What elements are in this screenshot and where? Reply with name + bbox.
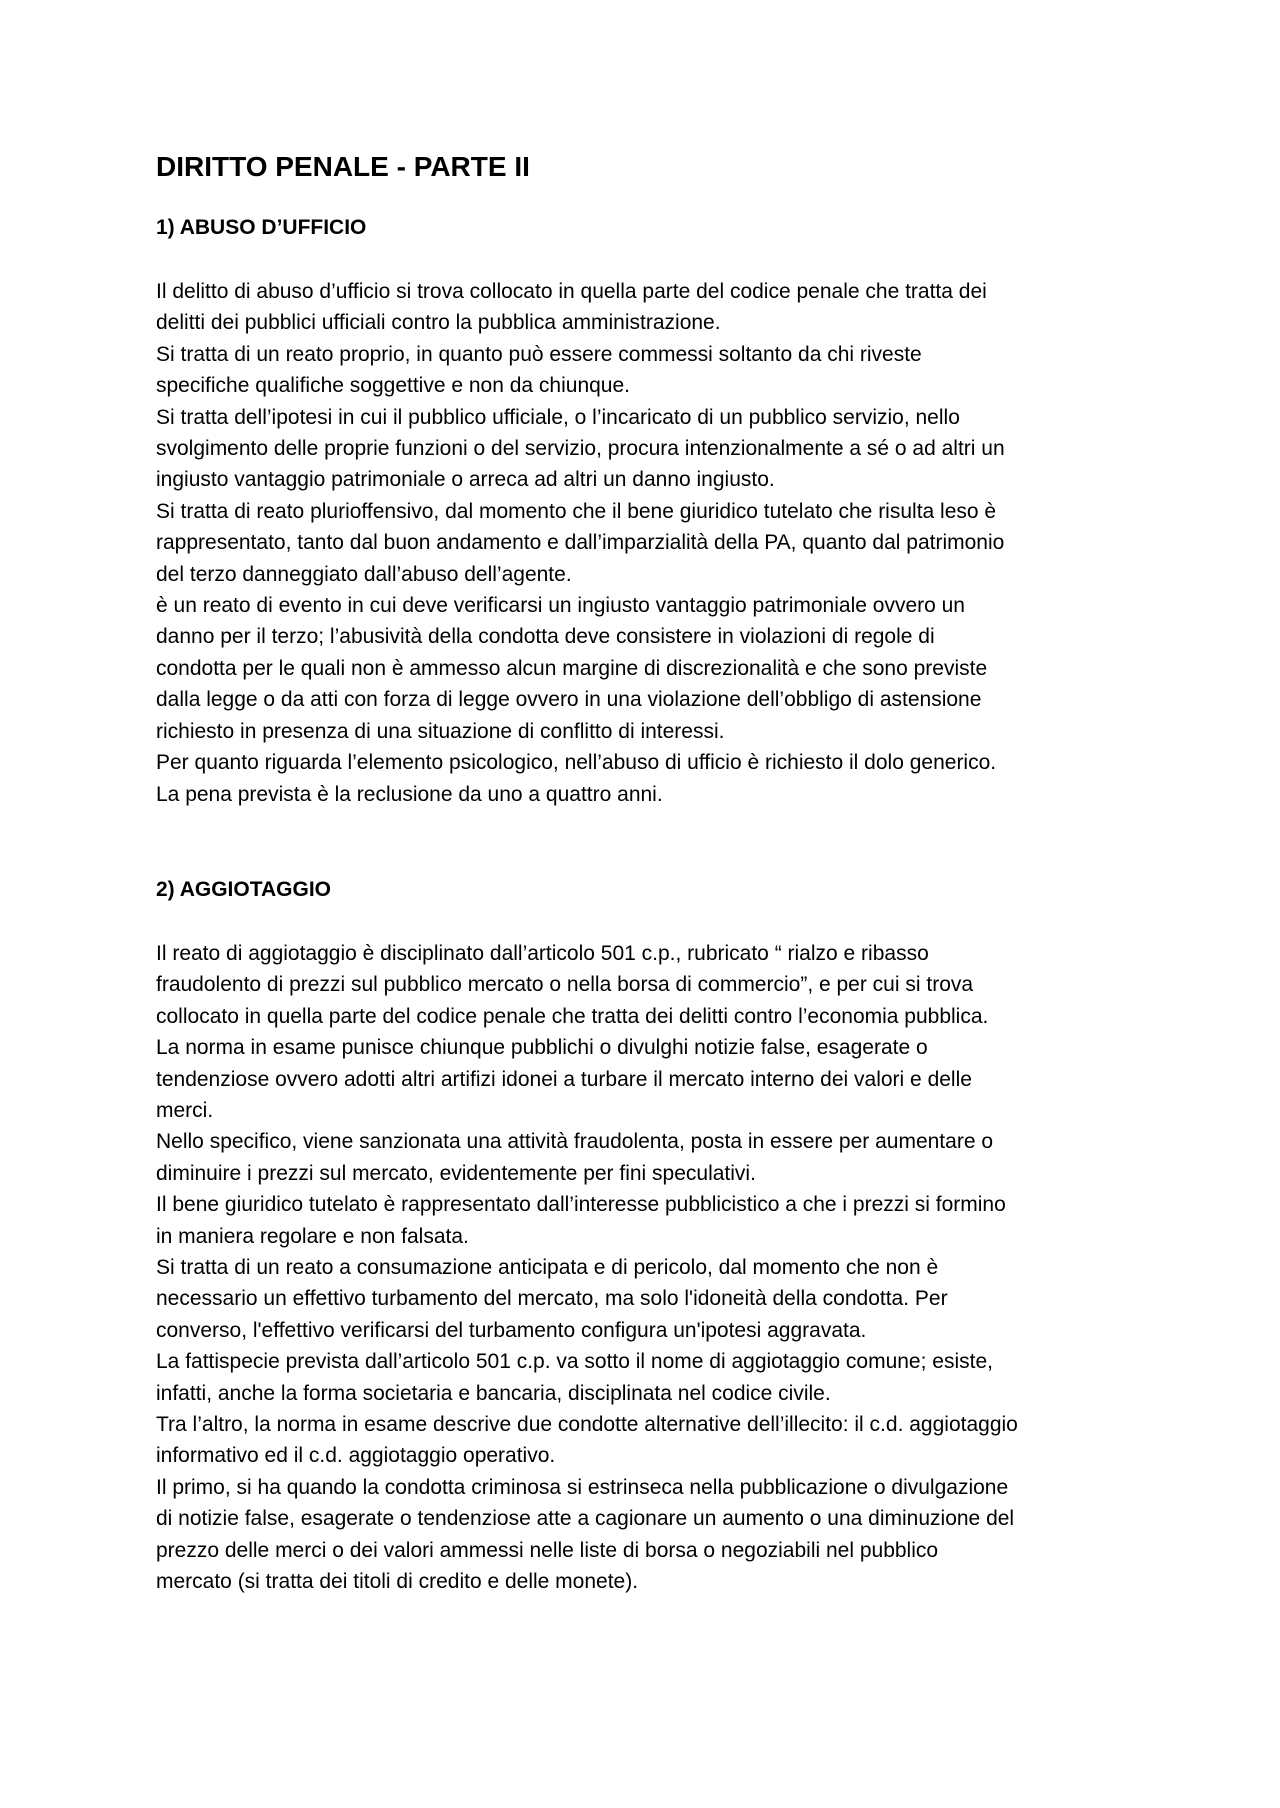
text-line: dalla legge o da atti con forza di legge ovvero in una violazione dell’obbligo di astensione bbox=[156, 688, 982, 712]
section-body bbox=[156, 938, 1146, 1598]
text-line: Il reato di aggiotaggio è disciplinato dall’articolo 501 c.p., rubricato “ rialzo e ribasso bbox=[156, 941, 929, 965]
text-line: Tra l’altro, la norma in esame descrive due condotte alternative dell’illecito: il c.d. aggiotaggio bbox=[156, 1413, 1018, 1436]
text-line: delitti dei pubblici ufficiali contro la pubblica amministrazione. bbox=[156, 311, 721, 335]
text-line: danno per il terzo; l’abusività della condotta deve consistere in violazioni di regole di bbox=[156, 625, 935, 649]
text-line: specifiche qualifiche soggettive e non da chiunque. bbox=[156, 374, 630, 398]
text-line: La fattispecie prevista dall’articolo 501 c.p. va sotto il nome di aggiotaggio comune; esiste, bbox=[156, 1350, 993, 1374]
text-line: La norma in esame punisce chiunque pubblichi o divulghi notizie false, esagerate o bbox=[156, 1036, 928, 1060]
text-line: collocato in quella parte del codice penale che tratta dei delitti contro l’economia pubblica. bbox=[156, 1004, 989, 1028]
text-line: diminuire i prezzi sul mercato, evidentemente per fini speculativi. bbox=[156, 1161, 756, 1185]
document-page bbox=[156, 150, 1146, 1663]
section-heading: 2) AGGIOTAGGIO bbox=[156, 877, 332, 901]
text-line: Si tratta di un reato proprio, in quanto può essere commessi soltanto da chi riveste bbox=[156, 342, 922, 366]
text-line: Il delitto di abuso d’ufficio si trova collocato in quella parte del codice penale che tratta dei bbox=[156, 280, 987, 303]
text-line: è un reato di evento in cui deve verificarsi un ingiusto vantaggio patrimoniale ovvero un bbox=[156, 594, 965, 618]
text-line: informativo ed il c.d. aggiotaggio operativo. bbox=[156, 1444, 556, 1468]
section-abuso-ufficio bbox=[156, 214, 1146, 810]
text-line: Si tratta di reato plurioffensivo, dal momento che il bene giuridico tutelato che risulta leso è bbox=[156, 499, 997, 523]
text-line: richiesto in presenza di una situazione di conflitto di interessi. bbox=[156, 719, 725, 743]
section-body bbox=[156, 276, 1146, 810]
section-aggiotaggio bbox=[156, 876, 1146, 1598]
text-line: del terzo danneggiato dall’abuso dell’agente. bbox=[156, 562, 572, 586]
text-line: converso, l'effettivo verificarsi del turbamento configura un'ipotesi aggravata. bbox=[156, 1318, 867, 1342]
text-line: di notizie false, esagerate o tendenziose atte a cagionare un aumento o una diminuzione del bbox=[156, 1507, 1015, 1531]
document-title: DIRITTO PENALE - PARTE II bbox=[156, 151, 530, 182]
text-line: Nello specifico, viene sanzionata una attività fraudolenta, posta in essere per aumentare o bbox=[156, 1130, 994, 1154]
text-line: Il primo, si ha quando la condotta criminosa si estrinseca nella pubblicazione o divulgazione bbox=[156, 1475, 1009, 1499]
section-heading: 1) ABUSO D’UFFICIO bbox=[156, 216, 367, 239]
text-line: tendenziose ovvero adotti altri artifizi idonei a turbare il mercato interno dei valori e delle bbox=[156, 1067, 972, 1091]
text-line: Il bene giuridico tutelato è rappresentato dall’interesse pubblicistico a che i prezzi si formino bbox=[156, 1193, 1006, 1217]
text-line: Si tratta dell’ipotesi in cui il pubblico ufficiale, o l’incaricato di un pubblico servizio, nello bbox=[156, 405, 960, 429]
text-line: in maniera regolare e non falsata. bbox=[156, 1224, 469, 1248]
text-line: rappresentato, tanto dal buon andamento e dall’imparzialità della PA, quanto dal patrimonio bbox=[156, 531, 1005, 555]
text-line: Si tratta di un reato a consumazione anticipata e di pericolo, dal momento che non è bbox=[156, 1255, 939, 1279]
text-line: fraudolento di prezzi sul pubblico mercato o nella borsa di commercio”, e per cui si trova bbox=[156, 973, 974, 997]
text-line: prezzo delle merci o dei valori ammessi nelle liste di borsa o negoziabili nel pubblico bbox=[156, 1538, 939, 1562]
text-line: infatti, anche la forma societaria e bancaria, disciplinata nel codice civile. bbox=[156, 1381, 831, 1405]
text-line: mercato (si tratta dei titoli di credito e delle monete). bbox=[156, 1570, 639, 1594]
text-line: necessario un effettivo turbamento del mercato, ma solo l'idoneità della condotta. Per bbox=[156, 1287, 948, 1311]
text-line: condotta per le quali non è ammesso alcun margine di discrezionalità e che sono previste bbox=[156, 656, 988, 680]
text-line: merci. bbox=[156, 1098, 214, 1122]
text-line: svolgimento delle proprie funzioni o del servizio, procura intenzionalmente a sé o ad altri un bbox=[156, 437, 1005, 461]
text-line: Per quanto riguarda l’elemento psicologico, nell’abuso di ufficio è richiesto il dolo generico. bbox=[156, 751, 997, 775]
text-line: La pena prevista è la reclusione da uno a quattro anni. bbox=[156, 782, 663, 806]
text-line: ingiusto vantaggio patrimoniale o arreca ad altri un danno ingiusto. bbox=[156, 468, 775, 492]
